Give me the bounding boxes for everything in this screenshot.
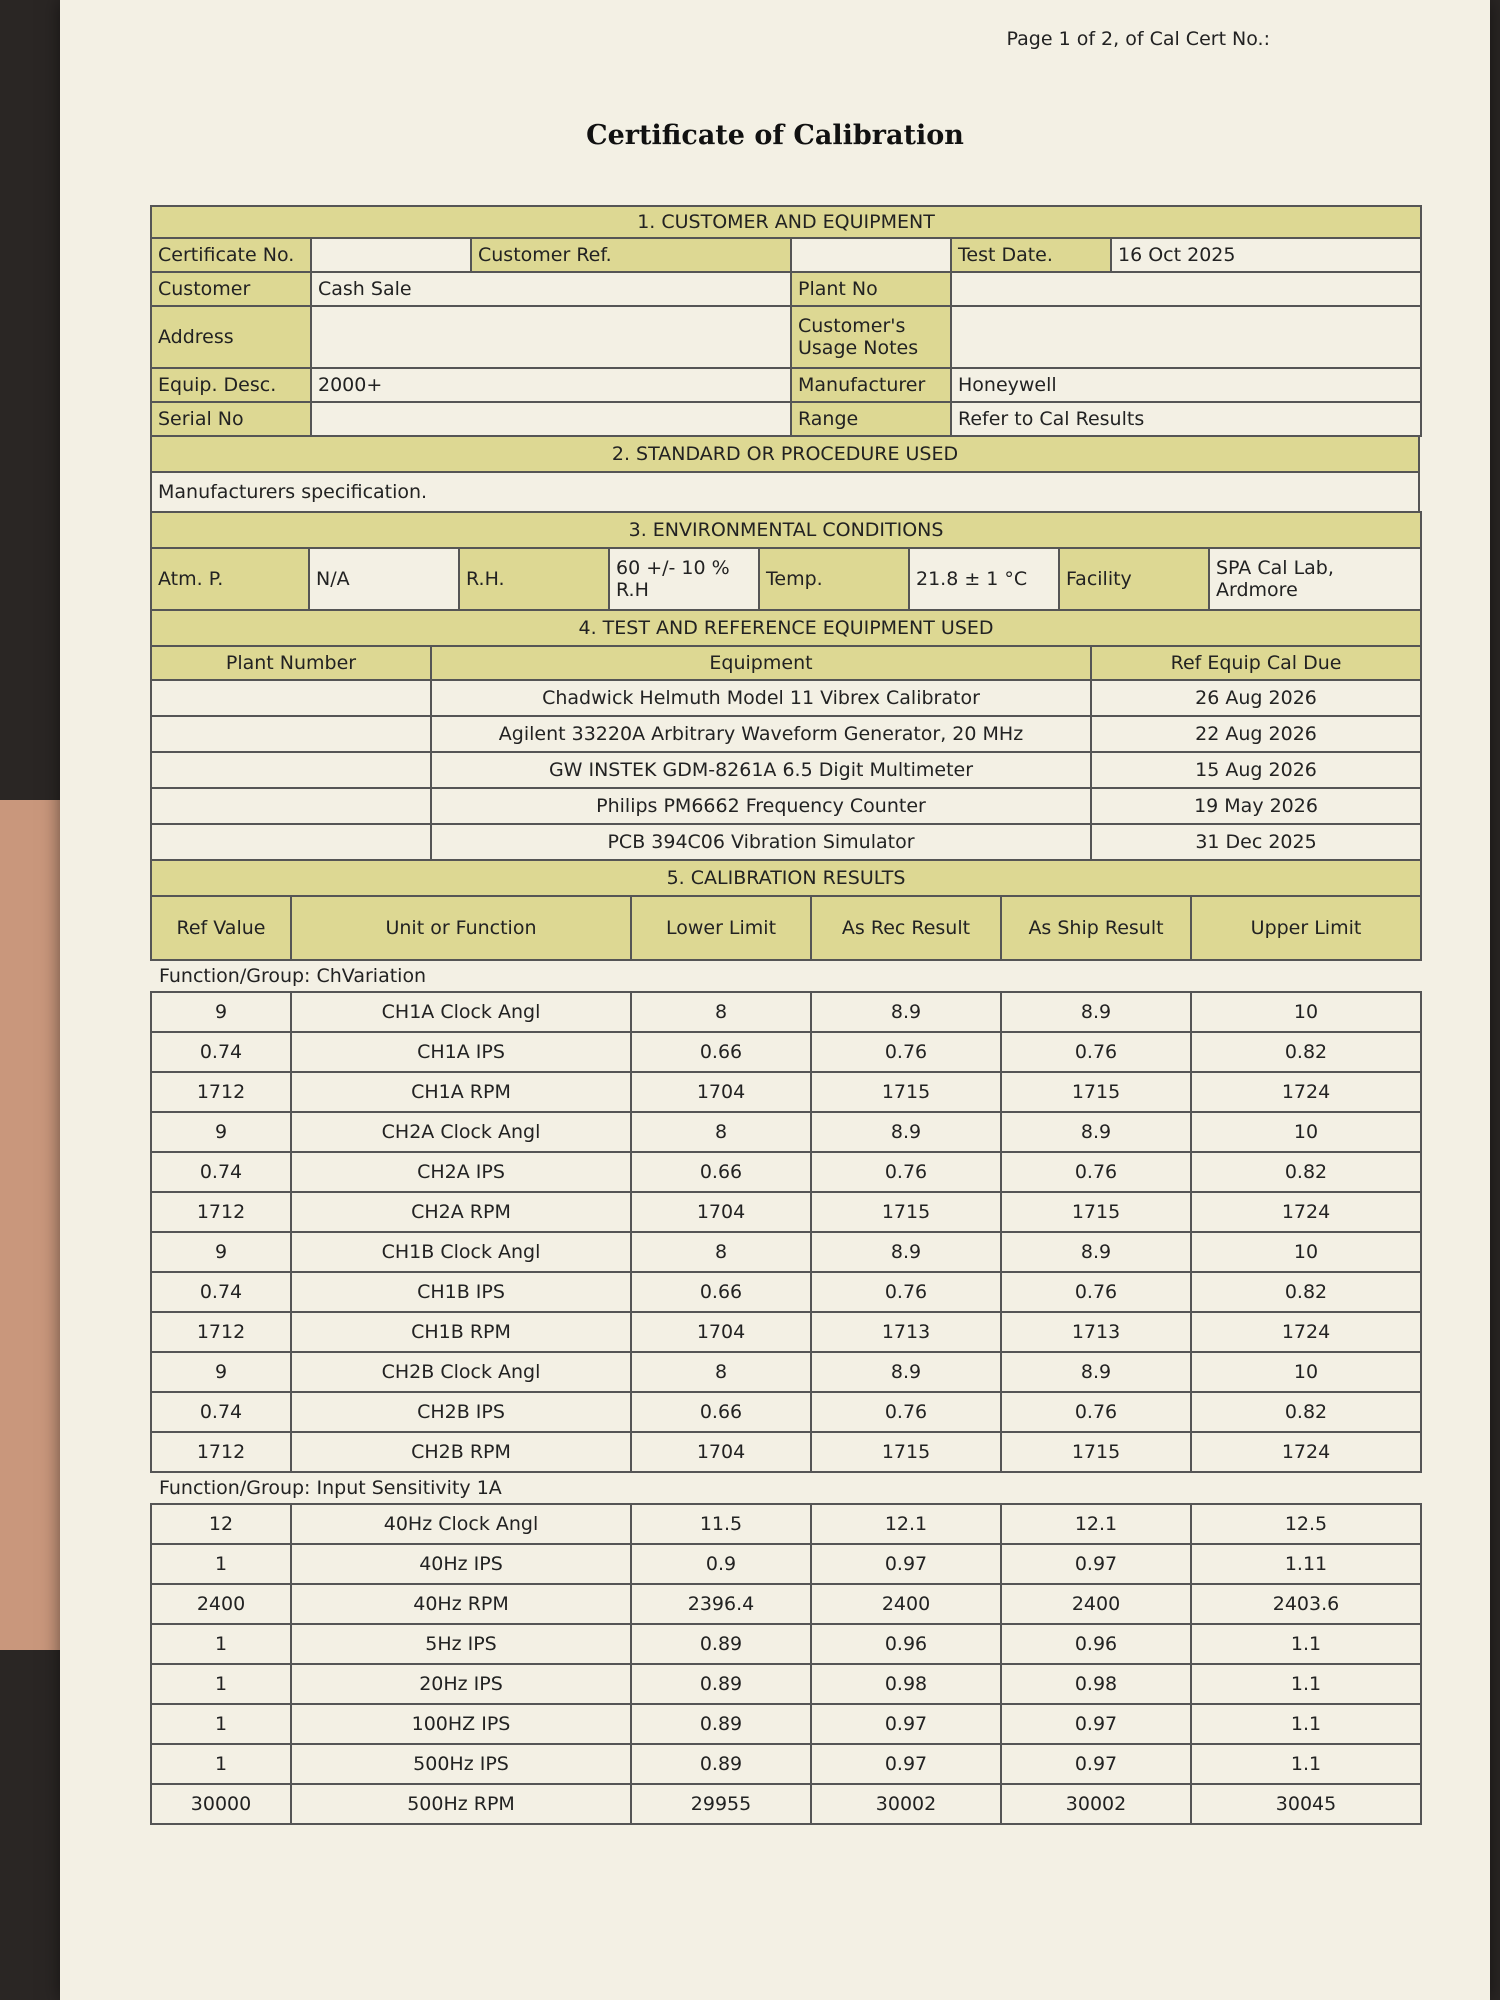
page-info: Page 1 of 2, of Cal Cert No.:: [1006, 28, 1270, 50]
page-title: Certificate of Calibration: [586, 120, 964, 151]
facility-value: SPA Cal Lab, Ardmore: [1209, 548, 1421, 610]
certificate-page: [60, 0, 1490, 2000]
results-cell: 1724: [1191, 1432, 1421, 1472]
equipment-name-cell: Chadwick Helmuth Model 11 Vibrex Calibrator: [431, 680, 1091, 716]
serial-no-label: Serial No: [151, 402, 311, 436]
plant-no-label: Plant No: [791, 272, 951, 306]
results-cell: 0.97: [1001, 1704, 1191, 1744]
results-cell: 2403.6: [1191, 1584, 1421, 1624]
equipment-plant-cell: [151, 824, 431, 860]
group-label: Function/Group: ChVariation: [151, 960, 1421, 992]
results-cell: 30002: [1001, 1784, 1191, 1824]
results-row: [151, 1704, 1421, 1744]
equipment-plant-cell: [151, 716, 431, 752]
results-cell: 9: [151, 1352, 291, 1392]
results-cell: CH2B Clock Angl: [291, 1352, 631, 1392]
results-cell: 0.89: [631, 1664, 811, 1704]
results-cell: 30002: [811, 1784, 1001, 1824]
results-cell: 11.5: [631, 1504, 811, 1544]
usage-notes-label: Customer's Usage Notes: [791, 306, 951, 368]
results-cell: 1704: [631, 1072, 811, 1112]
results-cell: 0.89: [631, 1704, 811, 1744]
col-header-plant-number: Plant Number: [151, 646, 431, 680]
results-cell: 1724: [1191, 1312, 1421, 1352]
results-cell: CH1B IPS: [291, 1272, 631, 1312]
temp-label: Temp.: [759, 548, 909, 610]
results-cell: 0.76: [1001, 1392, 1191, 1432]
section-heading-standard: 2. STANDARD OR PROCEDURE USED: [151, 436, 1419, 472]
results-cell: CH2B IPS: [291, 1392, 631, 1432]
results-cell: 1704: [631, 1312, 811, 1352]
results-row: [151, 1112, 1421, 1152]
results-cell: 500Hz IPS: [291, 1744, 631, 1784]
results-cell: 0.97: [811, 1744, 1001, 1784]
results-cell: 1712: [151, 1432, 291, 1472]
results-cell: 500Hz RPM: [291, 1784, 631, 1824]
results-cell: 8.9: [811, 992, 1001, 1032]
results-cell: 0.76: [1001, 1032, 1191, 1072]
results-cell: 1.1: [1191, 1664, 1421, 1704]
results-cell: 0.97: [811, 1704, 1001, 1744]
results-cell: 8: [631, 1232, 811, 1272]
results-cell: 1704: [631, 1432, 811, 1472]
results-cell: 0.82: [1191, 1272, 1421, 1312]
range-value: Refer to Cal Results: [951, 402, 1421, 436]
results-cell: 0.82: [1191, 1392, 1421, 1432]
results-cell: 1713: [1001, 1312, 1191, 1352]
results-cell: 40Hz IPS: [291, 1544, 631, 1584]
equipment-row: [151, 752, 1421, 788]
section-heading-environment: 3. ENVIRONMENTAL CONDITIONS: [151, 512, 1421, 548]
col-header-cal-due: Ref Equip Cal Due: [1091, 646, 1421, 680]
test-date-label: Test Date.: [951, 238, 1111, 272]
results-cell: CH1A RPM: [291, 1072, 631, 1112]
results-row: [151, 1272, 1421, 1312]
results-cell: 8: [631, 1112, 811, 1152]
results-cell: 8.9: [1001, 1232, 1191, 1272]
results-row: [151, 1232, 1421, 1272]
cert-no-label: Certificate No.: [151, 238, 311, 272]
results-cell: 0.96: [811, 1624, 1001, 1664]
results-cell: 8.9: [1001, 1352, 1191, 1392]
results-cell: CH2A IPS: [291, 1152, 631, 1192]
results-cell: 0.66: [631, 1032, 811, 1072]
results-cell: 9: [151, 1232, 291, 1272]
results-cell: 2396.4: [631, 1584, 811, 1624]
section-heading-customer: 1. CUSTOMER AND EQUIPMENT: [151, 206, 1421, 238]
equipment-name-cell: PCB 394C06 Vibration Simulator: [431, 824, 1091, 860]
results-cell: 1715: [811, 1072, 1001, 1112]
results-row: [151, 1032, 1421, 1072]
results-cell: 8: [631, 992, 811, 1032]
results-cell: 10: [1191, 992, 1421, 1032]
results-cell: 1712: [151, 1192, 291, 1232]
results-cell: 0.82: [1191, 1032, 1421, 1072]
results-cell: CH2B RPM: [291, 1432, 631, 1472]
results-row: [151, 1784, 1421, 1824]
results-cell: 2400: [811, 1584, 1001, 1624]
results-cell: 30000: [151, 1784, 291, 1824]
results-cell: 12.1: [811, 1504, 1001, 1544]
results-cell: 1724: [1191, 1072, 1421, 1112]
equipment-plant-cell: [151, 680, 431, 716]
equipment-row: [151, 716, 1421, 752]
equipment-plant-cell: [151, 752, 431, 788]
results-cell: 29955: [631, 1784, 811, 1824]
results-cell: 0.82: [1191, 1152, 1421, 1192]
section-heading-results: 5. CALIBRATION RESULTS: [151, 860, 1421, 896]
results-cell: 0.76: [811, 1272, 1001, 1312]
results-row: [151, 1624, 1421, 1664]
results-cell: 1: [151, 1624, 291, 1664]
cert-no-value: [311, 238, 471, 272]
results-cell: 0.98: [1001, 1664, 1191, 1704]
results-cell: 1715: [1001, 1192, 1191, 1232]
equipment-due-cell: 22 Aug 2026: [1091, 716, 1421, 752]
rh-value: 60 +/- 10 % R.H: [609, 548, 759, 610]
results-cell: CH1A IPS: [291, 1032, 631, 1072]
results-row: [151, 992, 1421, 1032]
results-cell: 1: [151, 1544, 291, 1584]
customer-ref-label: Customer Ref.: [471, 238, 791, 272]
results-cell: 1.1: [1191, 1704, 1421, 1744]
results-row: [151, 1152, 1421, 1192]
rh-label: R.H.: [459, 548, 609, 610]
results-col-header: Lower Limit: [631, 896, 811, 960]
manufacturer-value: Honeywell: [951, 368, 1421, 402]
results-cell: 12: [151, 1504, 291, 1544]
section-heading-equipment: 4. TEST AND REFERENCE EQUIPMENT USED: [151, 610, 1421, 646]
col-header-equipment: Equipment: [431, 646, 1091, 680]
results-row: [151, 1432, 1421, 1472]
results-row: [151, 1584, 1421, 1624]
address-value: [311, 306, 791, 368]
results-cell: 20Hz IPS: [291, 1664, 631, 1704]
calibration-results-table: [150, 859, 1422, 1825]
equipment-due-cell: 19 May 2026: [1091, 788, 1421, 824]
results-cell: 0.97: [811, 1544, 1001, 1584]
results-row: [151, 1072, 1421, 1112]
facility-label: Facility: [1059, 548, 1209, 610]
results-cell: 10: [1191, 1112, 1421, 1152]
equipment-due-cell: 15 Aug 2026: [1091, 752, 1421, 788]
results-cell: 0.9: [631, 1544, 811, 1584]
results-row: [151, 1192, 1421, 1232]
results-cell: 8: [631, 1352, 811, 1392]
results-cell: 10: [1191, 1232, 1421, 1272]
results-cell: CH2A Clock Angl: [291, 1112, 631, 1152]
results-cell: 8.9: [1001, 1112, 1191, 1152]
results-cell: CH2A RPM: [291, 1192, 631, 1232]
results-cell: 1715: [811, 1192, 1001, 1232]
atm-pressure-label: Atm. P.: [151, 548, 309, 610]
results-cell: 9: [151, 992, 291, 1032]
address-label: Address: [151, 306, 311, 368]
results-col-header: Unit or Function: [291, 896, 631, 960]
results-cell: 1713: [811, 1312, 1001, 1352]
results-cell: 12.1: [1001, 1504, 1191, 1544]
results-row: [151, 1392, 1421, 1432]
results-cell: 1724: [1191, 1192, 1421, 1232]
equipment-row: [151, 680, 1421, 716]
results-cell: 1: [151, 1704, 291, 1744]
results-row: [151, 1664, 1421, 1704]
results-cell: 1: [151, 1664, 291, 1704]
certificate-sheet: [150, 205, 1420, 1825]
equip-desc-value: 2000+: [311, 368, 791, 402]
results-cell: 40Hz Clock Angl: [291, 1504, 631, 1544]
results-col-header: As Rec Result: [811, 896, 1001, 960]
customer-label: Customer: [151, 272, 311, 306]
results-cell: 0.89: [631, 1624, 811, 1664]
results-cell: 0.97: [1001, 1544, 1191, 1584]
results-cell: 100HZ IPS: [291, 1704, 631, 1744]
results-cell: CH1B Clock Angl: [291, 1232, 631, 1272]
results-cell: 1715: [811, 1432, 1001, 1472]
range-label: Range: [791, 402, 951, 436]
results-cell: 0.74: [151, 1272, 291, 1312]
customer-value: Cash Sale: [311, 272, 791, 306]
equipment-due-cell: 26 Aug 2026: [1091, 680, 1421, 716]
results-cell: 12.5: [1191, 1504, 1421, 1544]
environment-table: [150, 511, 1422, 611]
results-cell: 0.89: [631, 1744, 811, 1784]
results-group-row: [151, 960, 1421, 992]
results-cell: 0.76: [1001, 1152, 1191, 1192]
results-row: [151, 1744, 1421, 1784]
plant-no-value: [951, 272, 1421, 306]
results-cell: 8.9: [811, 1352, 1001, 1392]
temp-value: 21.8 ± 1 °C: [909, 548, 1059, 610]
atm-pressure-value: N/A: [309, 548, 459, 610]
results-cell: 1715: [1001, 1432, 1191, 1472]
equipment-row: [151, 824, 1421, 860]
results-cell: 8.9: [811, 1112, 1001, 1152]
results-row: [151, 1504, 1421, 1544]
equipment-name-cell: Agilent 33220A Arbitrary Waveform Generator, 20 MHz: [431, 716, 1091, 752]
customer-ref-value: [791, 238, 951, 272]
results-cell: 1712: [151, 1312, 291, 1352]
results-cell: 0.74: [151, 1152, 291, 1192]
results-cell: 1.1: [1191, 1744, 1421, 1784]
results-cell: 0.98: [811, 1664, 1001, 1704]
results-cell: 8.9: [1001, 992, 1191, 1032]
results-cell: 2400: [151, 1584, 291, 1624]
equipment-plant-cell: [151, 788, 431, 824]
results-cell: 0.74: [151, 1032, 291, 1072]
equip-desc-label: Equip. Desc.: [151, 368, 311, 402]
results-cell: 1.11: [1191, 1544, 1421, 1584]
manufacturer-label: Manufacturer: [791, 368, 951, 402]
reference-equipment-table: [150, 609, 1422, 861]
results-cell: 0.76: [811, 1032, 1001, 1072]
results-cell: 8.9: [811, 1232, 1001, 1272]
results-cell: CH1A Clock Angl: [291, 992, 631, 1032]
results-group-row: [151, 1472, 1421, 1504]
results-cell: 0.76: [1001, 1272, 1191, 1312]
standard-text: Manufacturers specification.: [151, 472, 1419, 512]
results-cell: 1712: [151, 1072, 291, 1112]
standard-procedure-table: [150, 435, 1420, 513]
results-cell: 2400: [1001, 1584, 1191, 1624]
results-cell: 0.76: [811, 1152, 1001, 1192]
results-cell: 40Hz RPM: [291, 1584, 631, 1624]
results-cell: 0.66: [631, 1152, 811, 1192]
results-cell: 0.76: [811, 1392, 1001, 1432]
results-cell: 1704: [631, 1192, 811, 1232]
equipment-name-cell: GW INSTEK GDM-8261A 6.5 Digit Multimeter: [431, 752, 1091, 788]
equipment-name-cell: Philips PM6662 Frequency Counter: [431, 788, 1091, 824]
results-cell: 30045: [1191, 1784, 1421, 1824]
results-cell: 0.97: [1001, 1744, 1191, 1784]
results-cell: CH1B RPM: [291, 1312, 631, 1352]
usage-notes-value: [951, 306, 1421, 368]
equipment-row: [151, 788, 1421, 824]
results-cell: 1715: [1001, 1072, 1191, 1112]
equipment-due-cell: 31 Dec 2025: [1091, 824, 1421, 860]
results-cell: 9: [151, 1112, 291, 1152]
customer-equipment-table: [150, 205, 1422, 437]
results-cell: 1.1: [1191, 1624, 1421, 1664]
results-col-header: Upper Limit: [1191, 896, 1421, 960]
results-cell: 0.74: [151, 1392, 291, 1432]
serial-no-value: [311, 402, 791, 436]
results-cell: 0.96: [1001, 1624, 1191, 1664]
test-date-value: 16 Oct 2025: [1111, 238, 1421, 272]
results-cell: 5Hz IPS: [291, 1624, 631, 1664]
results-cell: 1: [151, 1744, 291, 1784]
group-label: Function/Group: Input Sensitivity 1A: [151, 1472, 1421, 1504]
results-cell: 0.66: [631, 1392, 811, 1432]
results-cell: 10: [1191, 1352, 1421, 1392]
results-row: [151, 1352, 1421, 1392]
results-row: [151, 1312, 1421, 1352]
results-col-header: Ref Value: [151, 896, 291, 960]
results-cell: 0.66: [631, 1272, 811, 1312]
results-row: [151, 1544, 1421, 1584]
results-col-header: As Ship Result: [1001, 896, 1191, 960]
